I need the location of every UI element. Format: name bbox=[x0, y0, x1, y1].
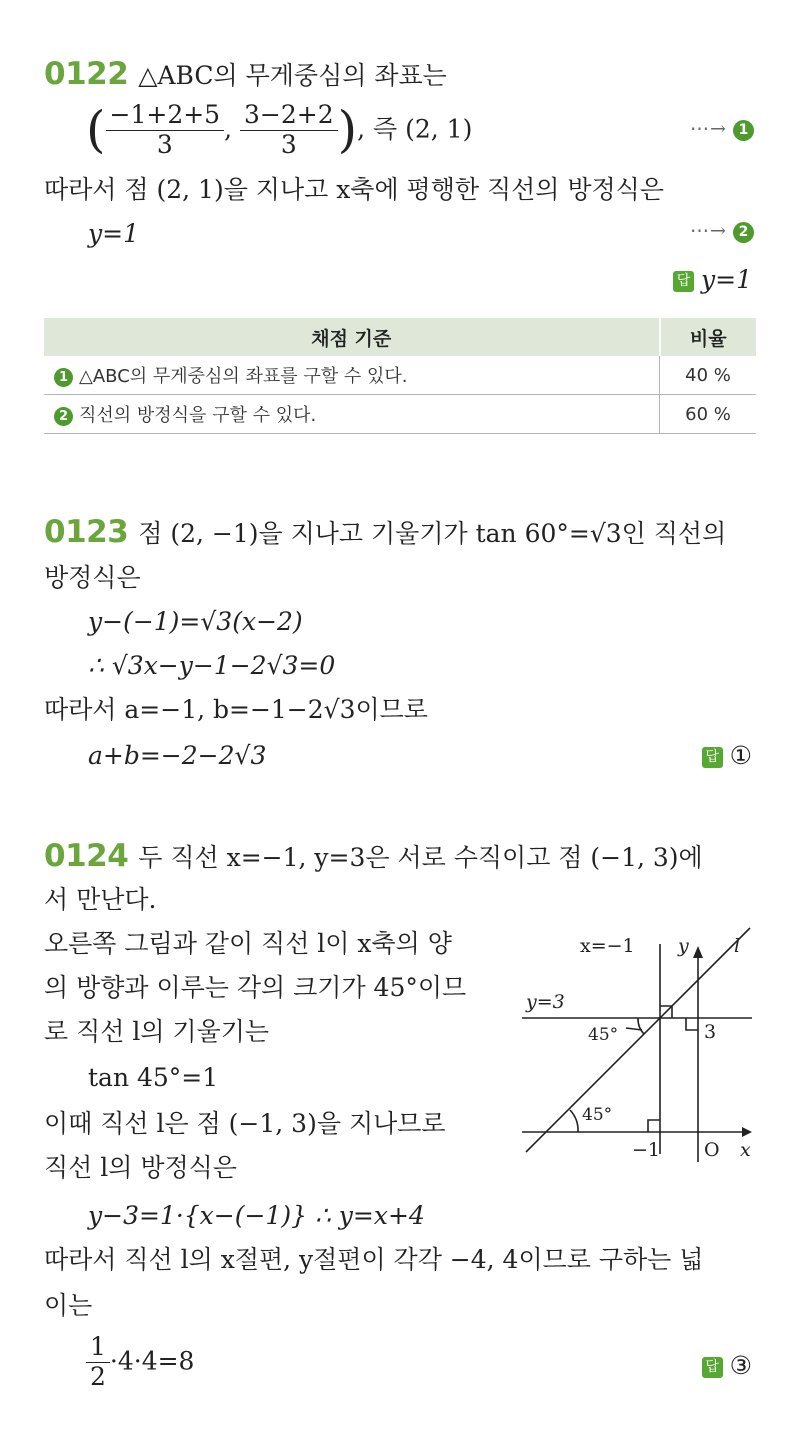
problem-0122-line2: 따라서 점 (2, 1)을 지나고 x축에 평행한 직선의 방정식은 bbox=[44, 175, 664, 204]
problem-intro: △ABC의 무게중심의 좌표는 bbox=[138, 61, 447, 90]
answer-value: ③ bbox=[729, 1351, 752, 1380]
problem-0122-equation: y=1 bbox=[88, 219, 139, 248]
problem-0123-eq3: a+b=−2−2√3 bbox=[88, 741, 267, 770]
arrow-dots: ⋯→ bbox=[690, 118, 727, 140]
answer-icon: 답 bbox=[702, 747, 723, 768]
label-x-eq-minus1: x=−1 bbox=[580, 935, 635, 957]
fraction-numerator: 3−2+2 bbox=[240, 100, 338, 131]
problem-0124-eq3 bbox=[86, 1332, 194, 1396]
problem-0124-line3: 오른쪽 그림과 같이 직선 l이 x축의 양 bbox=[44, 929, 452, 958]
ratio-header: 비율 bbox=[660, 318, 757, 356]
fraction-denominator: 2 bbox=[90, 1362, 106, 1391]
problem-0123-eq1: y−(−1)=√3(x−2) bbox=[88, 607, 303, 636]
problem-line1: 점 (2, −1)을 지나고 기울기가 tan 60°=√3인 직선의 bbox=[138, 519, 727, 548]
comma: , bbox=[224, 114, 233, 144]
table-row bbox=[44, 395, 756, 434]
angle-label-bottom: 45° bbox=[582, 1105, 613, 1125]
fraction-half bbox=[86, 1332, 110, 1391]
problem-0123-line2: 방정식은 bbox=[44, 563, 141, 592]
fraction-numerator: −1+2+5 bbox=[106, 100, 225, 131]
criteria-cell bbox=[44, 395, 660, 434]
fraction-numerator: 1 bbox=[86, 1332, 110, 1363]
scoring-criteria-table bbox=[44, 318, 756, 434]
tick-label-3: 3 bbox=[704, 1021, 717, 1043]
angle-arc-top bbox=[638, 1018, 644, 1034]
table-row bbox=[44, 356, 756, 395]
answer-0124 bbox=[702, 1350, 752, 1382]
label-l: l bbox=[734, 935, 741, 957]
problem-0123-eq2: ∴ √3x−y−1−2√3=0 bbox=[88, 651, 336, 680]
product-expression: ·4·4=8 bbox=[109, 1346, 195, 1376]
answer-icon: 답 bbox=[702, 1357, 723, 1378]
problem-0124-eq1: tan 45°=1 bbox=[88, 1063, 219, 1092]
problem-number: 0124 bbox=[44, 838, 129, 874]
problem-0124-line2: 서 만난다. bbox=[44, 885, 157, 914]
line-l bbox=[526, 928, 750, 1152]
close-paren: ) bbox=[337, 100, 358, 159]
right-angle-mark bbox=[648, 1120, 660, 1132]
arrow-dots: ⋯→ bbox=[690, 220, 727, 242]
fraction-denominator: 3 bbox=[156, 130, 173, 159]
coordinate-figure bbox=[520, 926, 760, 1172]
problem-0124-line9: 이는 bbox=[44, 1291, 93, 1320]
step-badge-1: 1 bbox=[733, 120, 754, 141]
label-x: x bbox=[740, 1139, 751, 1161]
problem-0124-heading bbox=[44, 840, 703, 874]
step-marker-2 bbox=[690, 220, 754, 243]
problem-0122-heading bbox=[44, 58, 447, 92]
problem-0124-eq2: y−3=1·{x−(−1)} ∴ y=x+4 bbox=[88, 1201, 425, 1230]
problem-0124-line5: 로 직선 l의 기울기는 bbox=[44, 1017, 270, 1046]
problem-0124-line6: 이때 직선 l은 점 (−1, 3)을 지나므로 bbox=[44, 1109, 446, 1138]
problem-line1: 두 직선 x=−1, y=3은 서로 수직이고 점 (−1, 3)에 bbox=[138, 843, 703, 872]
y-axis-arrow-icon bbox=[693, 946, 703, 958]
ratio-cell: 60 % bbox=[660, 395, 757, 434]
x-axis-arrow-icon bbox=[742, 1127, 752, 1137]
fraction-denominator: 3 bbox=[280, 130, 297, 159]
criteria-header: 채점 기준 bbox=[44, 318, 660, 356]
step-marker-1 bbox=[690, 118, 754, 141]
criteria-text: △ABC의 무게중심의 좌표를 구할 수 있다. bbox=[79, 366, 408, 387]
problem-0124-line4: 의 방향과 이루는 각의 크기가 45°이므 bbox=[44, 973, 467, 1002]
tick-label-minus1: −1 bbox=[632, 1139, 661, 1161]
table-header-row bbox=[44, 318, 756, 356]
open-paren: ( bbox=[86, 100, 106, 159]
answer-value: ① bbox=[729, 741, 752, 770]
centroid-result: , 즉 (2, 1) bbox=[357, 114, 473, 144]
problem-0123-line3: 따라서 a=−1, b=−1−2√3이므로 bbox=[44, 695, 428, 724]
origin-label: O bbox=[704, 1139, 720, 1161]
answer-0122 bbox=[673, 264, 752, 296]
label-y-eq-3: y=3 bbox=[526, 991, 565, 1013]
label-y: y bbox=[678, 935, 689, 957]
problem-0124-line8: 따라서 직선 l의 x절편, y절편이 각각 −4, 4이므로 구하는 넓 bbox=[44, 1245, 704, 1274]
problem-number: 0122 bbox=[44, 56, 129, 92]
step-badge-2: 2 bbox=[733, 222, 754, 243]
centroid-expression bbox=[86, 100, 472, 164]
step-badge-1: 1 bbox=[54, 368, 73, 387]
right-angle-mark bbox=[686, 1018, 698, 1030]
angle-label-top: 45° bbox=[588, 1025, 619, 1045]
answer-value: y=1 bbox=[701, 265, 752, 294]
fraction-y bbox=[240, 100, 338, 159]
answer-icon: 답 bbox=[673, 271, 694, 292]
step-badge-2: 2 bbox=[54, 407, 73, 426]
angle-arc-bottom bbox=[570, 1110, 578, 1132]
problem-0124-line7: 직선 l의 방정식은 bbox=[44, 1153, 237, 1182]
fraction-x bbox=[106, 100, 225, 159]
problem-0123-heading bbox=[44, 516, 726, 550]
answer-0123 bbox=[702, 740, 752, 772]
ratio-cell: 40 % bbox=[660, 356, 757, 395]
criteria-text: 직선의 방정식을 구할 수 있다. bbox=[79, 405, 317, 426]
problem-number: 0123 bbox=[44, 514, 129, 550]
criteria-cell bbox=[44, 356, 660, 395]
